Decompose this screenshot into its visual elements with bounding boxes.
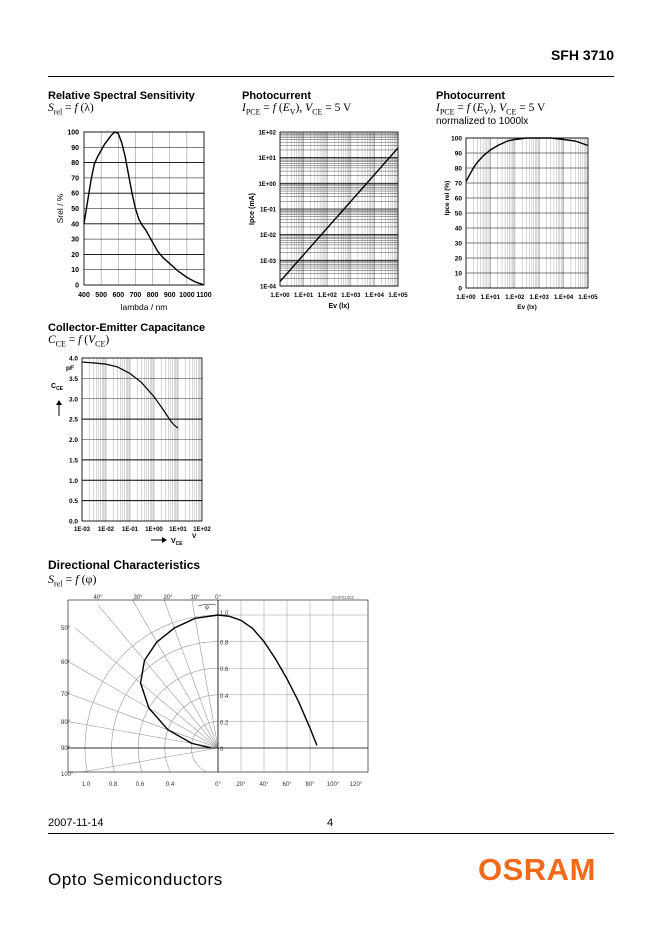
radial-label: 1.0 — [220, 611, 229, 617]
y-tick-label: 10 — [454, 270, 462, 278]
y-tick-label: 1E-02 — [259, 233, 276, 240]
y-tick-label: 10 — [71, 267, 79, 275]
radial-label: 0 — [220, 747, 224, 753]
bottom-label-left: 0.4 — [165, 782, 175, 788]
y-tick-label: 1E-04 — [259, 284, 276, 291]
radial-label: 0.6 — [220, 667, 229, 674]
cap-chart — [40, 348, 230, 548]
x-axis-label: Ev (lx) — [328, 303, 350, 310]
footer-division: Opto Semiconductors — [48, 870, 223, 889]
y-tick-label: 1E+00 — [258, 181, 276, 188]
y-tick-label: 30 — [454, 240, 462, 248]
x-axis-label: Ev (lx) — [517, 304, 537, 311]
angle-label-left: 80° — [61, 720, 71, 726]
y-axis-label: $C_{CE}$ — [51, 383, 64, 392]
angle-label-top: 0° — [215, 595, 221, 601]
photo2-title: Photocurrent — [436, 90, 506, 102]
x-tick-label: 1.E+00 — [270, 293, 290, 299]
y-tick-label: 20 — [71, 251, 79, 259]
photo2-note: normalized to 1000lx — [436, 116, 529, 127]
y-tick-label: 100 — [451, 135, 462, 143]
x-axis-arrowhead — [162, 537, 167, 543]
x-unit-label: V — [192, 533, 197, 540]
y-tick-label: 100 — [67, 129, 79, 137]
y-axis-arrowhead — [56, 400, 62, 405]
x-tick-label: 1E-03 — [73, 527, 91, 533]
x-tick-label: 1.E+05 — [388, 293, 408, 299]
y-tick-label: 80 — [71, 160, 79, 168]
spectral-subtitle: $S_{rel} = f$ (λ) — [48, 102, 94, 117]
y-tick-label: 1E-01 — [259, 207, 276, 214]
photo1-title: Photocurrent — [242, 90, 312, 102]
series-line-ipce-rel — [466, 138, 588, 182]
angle-label-top: 30° — [133, 595, 143, 601]
y-axis-label: Ipce rel (%) — [444, 180, 451, 216]
polar-grid — [48, 590, 351, 790]
angle-label-left: 70° — [61, 692, 71, 698]
y-tick-label: 0 — [458, 285, 462, 293]
y-tick-label: 80 — [454, 165, 462, 173]
bottom-label-right: 20° — [236, 782, 246, 788]
photo2-subtitle: $I_{PCE} = f$ $(E_V)$, $V_{CE} = 5$ V — [436, 102, 546, 117]
bottom-label-right: 80° — [305, 782, 315, 788]
radial-label: 0.4 — [220, 693, 229, 700]
y-axis-label: Ipce (mA) — [249, 193, 256, 225]
angle-label-top: 20° — [163, 595, 173, 601]
x-tick-label: 1E+01 — [169, 527, 187, 533]
y-tick-label: 90 — [454, 150, 462, 158]
polar-radial — [75, 628, 218, 748]
x-tick-label: 800 — [146, 292, 159, 299]
bottom-label-right: 120° — [349, 782, 363, 788]
osram-logo: OSRAM — [478, 852, 596, 887]
y-tick-label: 50 — [454, 210, 462, 218]
photo2-chart — [432, 120, 622, 320]
x-tick-label: 1E+02 — [193, 527, 211, 533]
y-tick-label: 2.5 — [68, 416, 78, 424]
photo1-chart — [240, 120, 420, 320]
x-tick-label: 1.E+04 — [364, 293, 384, 299]
spectral-chart — [40, 120, 220, 320]
cap-title: Collector-Emitter Capacitance — [48, 322, 206, 334]
cap-subtitle: $C_{CE} = f$ $(V_{CE})$ — [48, 334, 110, 349]
x-tick-label: 900 — [163, 292, 176, 299]
x-tick-label: 700 — [129, 292, 142, 299]
y-tick-label: 0.0 — [68, 518, 78, 526]
radial-label: 0.2 — [220, 720, 229, 727]
y-tick-label: 20 — [454, 255, 462, 263]
x-tick-label: 1.E+00 — [456, 295, 476, 301]
radial-label: 0.8 — [220, 640, 229, 647]
bottom-label-right: 0° — [215, 782, 221, 788]
angle-label-left: 90° — [61, 746, 71, 752]
x-tick-label: 1.E+04 — [554, 295, 574, 301]
phi-label: φ — [205, 605, 209, 611]
x-tick-label: 1.E+02 — [317, 293, 337, 299]
bottom-label-left: 0.6 — [135, 782, 145, 788]
bottom-label-left: 0.8 — [108, 782, 118, 788]
y-tick-label: 0.5 — [68, 498, 78, 506]
y-tick-label: 70 — [454, 180, 462, 188]
y-tick-label: 30 — [71, 236, 79, 244]
bottom-label-left: 1.0 — [81, 782, 91, 788]
y-tick-label: 3.0 — [68, 396, 78, 404]
footer-date: 2007-11-14 — [48, 817, 104, 829]
y-tick-label: 70 — [71, 175, 79, 183]
angle-label-top: 40° — [93, 595, 103, 601]
y-tick-label: 4.0 — [68, 355, 78, 363]
footer-rule — [48, 833, 614, 834]
x-tick-label: 1.E+03 — [341, 293, 361, 299]
spectral-title: Relative Spectral Sensitivity — [48, 90, 195, 102]
x-tick-label: 1.E+01 — [480, 295, 500, 301]
bottom-label-right: 100° — [326, 782, 340, 788]
angle-label-left: 60° — [61, 660, 71, 666]
y-tick-label: 1E+01 — [258, 156, 276, 163]
product-title: SFH 3710 — [550, 47, 614, 63]
x-axis-label: lambda / nm — [120, 302, 168, 312]
x-tick-label: 500 — [95, 292, 107, 299]
bottom-label-right: 60° — [282, 782, 292, 788]
x-tick-label: 1000 — [179, 292, 195, 299]
x-tick-label: 1.E+03 — [529, 295, 549, 301]
y-tick-label: 60 — [454, 195, 462, 203]
y-tick-label: 1.5 — [68, 457, 78, 465]
y-axis-label: Srel / % — [55, 193, 65, 224]
polar-radial — [48, 684, 218, 748]
bottom-label-right: 40° — [259, 782, 269, 788]
y-tick-label: 0 — [75, 282, 79, 290]
angle-label-left: 100° — [61, 772, 74, 778]
y-tick-label: 60 — [71, 190, 79, 198]
polar-radial — [48, 748, 218, 780]
x-tick-label: 1.E+02 — [505, 295, 525, 301]
y-tick-label: 40 — [454, 225, 462, 233]
y-tick-label: 90 — [71, 144, 79, 152]
y-tick-label: 1E-03 — [259, 258, 276, 265]
x-tick-label: 400 — [78, 292, 90, 299]
y-tick-label: 1E+02 — [258, 130, 276, 137]
footer-page: 4 — [327, 817, 334, 829]
header-rule — [48, 76, 614, 77]
photo1-subtitle: $I_{PCE} = f$ $(E_V)$, $V_{CE} = 5$ V — [242, 102, 352, 117]
x-tick-label: 600 — [112, 292, 125, 299]
angle-label-top: 10° — [190, 595, 200, 601]
x-tick-label: 1.E+05 — [578, 295, 598, 301]
series-linear-curve — [218, 615, 317, 745]
y-tick-label: 1.0 — [68, 477, 78, 485]
y-tick-label: 3.5 — [68, 375, 78, 383]
dir-chart — [48, 590, 378, 790]
dir-title: Directional Characteristics — [48, 558, 201, 572]
y-tick-label: 2.0 — [68, 437, 78, 444]
y-unit-label: pF — [66, 365, 74, 372]
polar-radial — [186, 590, 218, 748]
x-tick-label: 1.E+01 — [294, 293, 314, 299]
dir-subtitle: $S_{rel} = f$ (φ) — [48, 572, 97, 589]
x-tick-label: 1E+00 — [145, 527, 163, 533]
polar-radial — [98, 605, 218, 748]
y-tick-label: 50 — [71, 206, 79, 213]
x-tick-label: 1100 — [196, 292, 212, 299]
figure-code: OHF01402 — [331, 595, 355, 600]
x-axis-label: $V_{CE}$ — [171, 538, 183, 547]
x-tick-label: 1E-02 — [97, 527, 115, 533]
angle-label-left: 50° — [61, 626, 71, 632]
y-tick-label: 40 — [71, 221, 79, 229]
x-tick-label: 1E-01 — [121, 527, 139, 533]
